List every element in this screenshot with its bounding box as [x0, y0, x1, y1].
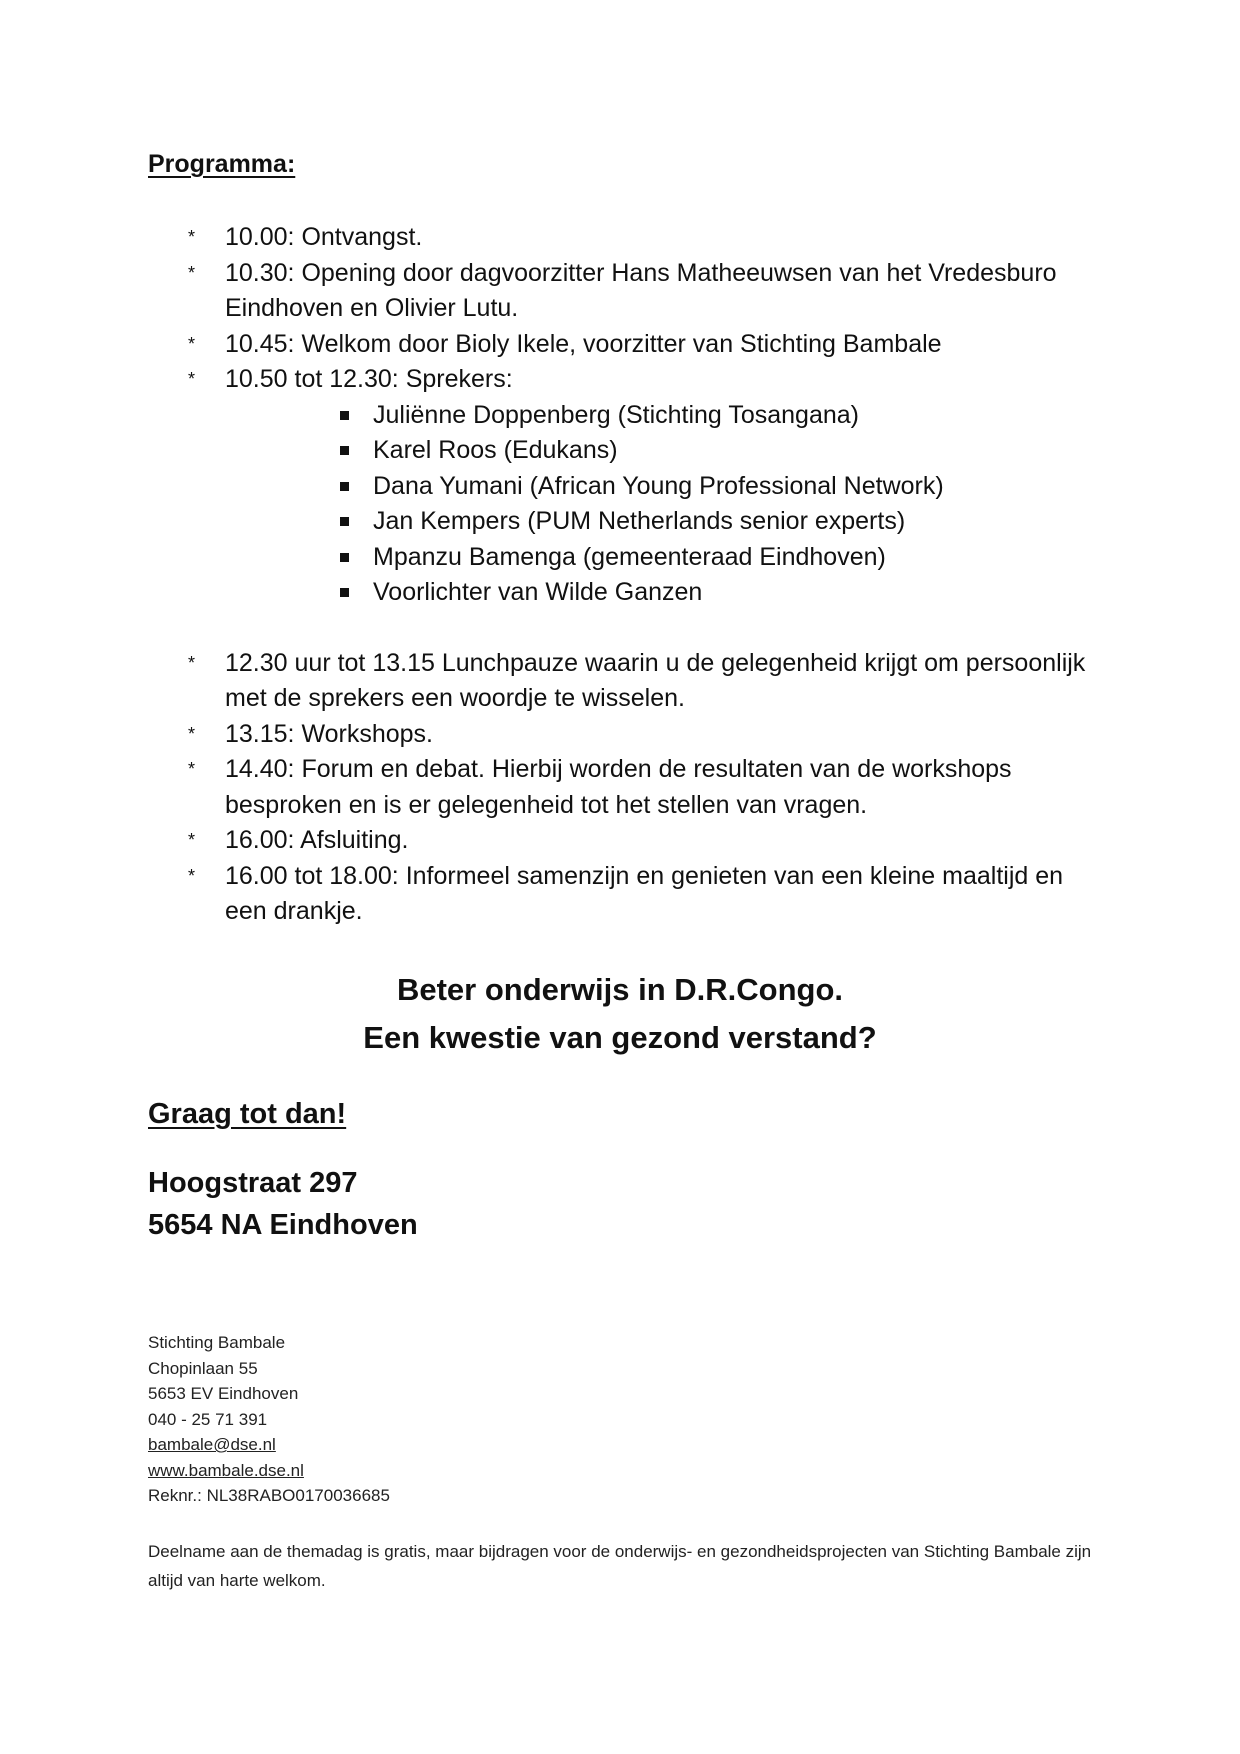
square-bullet-icon	[340, 517, 349, 526]
speaker-item	[148, 433, 1108, 469]
contact-city: 5653 EV Eindhoven	[148, 1384, 299, 1403]
square-bullet-icon	[340, 482, 349, 491]
speaker-item	[148, 469, 1108, 505]
program-item	[148, 362, 1108, 398]
email-link[interactable]: bambale@dse.nl	[148, 1435, 276, 1454]
contact-phone: 040 - 25 71 391	[148, 1409, 268, 1429]
speaker-name: Dana Yumani (African Young Professional Network)	[373, 471, 944, 500]
program-list	[148, 220, 1108, 930]
event-title-line-1: Beter onderwijs in D.R.Congo.	[396, 972, 844, 1007]
program-item-text: 10.00: Ontvangst.	[225, 223, 423, 251]
speaker-item	[148, 398, 1108, 434]
farewell-heading: Graag tot dan!	[148, 1098, 347, 1130]
speaker-item	[148, 504, 1108, 540]
program-item-text: 10.45: Welkom door Bioly Ikele, voorzitter van Stichting Bambale	[225, 329, 942, 358]
program-item	[148, 859, 1108, 930]
asterisk-bullet-icon: *	[188, 227, 196, 247]
speaker-name: Voorlichter van Wilde Ganzen	[373, 578, 703, 606]
program-heading: Programma:	[148, 150, 296, 178]
square-bullet-icon	[340, 553, 349, 562]
square-bullet-icon	[340, 588, 349, 597]
asterisk-bullet-icon: *	[188, 830, 196, 850]
program-item	[148, 717, 1108, 753]
speaker-name: Karel Roos (Edukans)	[373, 436, 618, 464]
program-item	[148, 752, 1108, 823]
speaker-item	[148, 575, 1108, 611]
speaker-item	[148, 540, 1108, 576]
program-item-text: 10.50 tot 12.30: Sprekers:	[225, 365, 513, 393]
program-item-text: 16.00 tot 18.00: Informeel samenzijn en genieten van een kleine maaltijd en een drankje.	[225, 861, 1064, 925]
contact-street: Chopinlaan 55	[148, 1358, 258, 1378]
bank-account: Reknr.: NL38RABO0170036685	[148, 1486, 390, 1505]
program-item	[148, 256, 1108, 327]
program-item	[148, 823, 1108, 859]
square-bullet-icon	[340, 411, 349, 420]
venue-street: Hoogstraat 297	[148, 1167, 358, 1199]
asterisk-bullet-icon: *	[188, 333, 196, 354]
website-link[interactable]: www.bambale.dse.nl	[148, 1460, 304, 1480]
contact-block	[148, 1330, 390, 1509]
program-item	[148, 327, 1108, 363]
event-title-line-2: Een kwestie van gezond verstand?	[363, 1020, 877, 1055]
venue-city: 5654 NA Eindhoven	[148, 1209, 418, 1241]
speaker-name: Jan Kempers (PUM Netherlands senior experts)	[373, 507, 906, 535]
program-item-text: 14.40: Forum en debat. Hierbij worden de resultaten van de workshops besproken en is er gelegenheid tot het stellen van vragen.	[225, 755, 1012, 819]
asterisk-bullet-icon: *	[188, 723, 196, 744]
program-item-text: 16.00: Afsluiting.	[225, 826, 409, 854]
speaker-list	[148, 398, 1108, 611]
asterisk-bullet-icon: *	[188, 262, 196, 283]
asterisk-bullet-icon: *	[188, 759, 196, 779]
venue-address	[148, 1162, 418, 1246]
participation-note: Deelname aan de themadag is gratis, maar bijdragen voor de onderwijs- en gezondheidsprojecten van Stichting Bambale zijn altijd van harte welkom.	[148, 1542, 1092, 1590]
speaker-name: Mpanzu Bamenga (gemeenteraad Eindhoven)	[373, 542, 886, 571]
spacer	[148, 611, 1108, 646]
program-item	[148, 220, 1108, 256]
program-item	[148, 646, 1108, 717]
asterisk-bullet-icon: *	[188, 369, 196, 389]
contact-org: Stichting Bambale	[148, 1333, 286, 1352]
square-bullet-icon	[340, 446, 349, 455]
program-item-text: 12.30 uur tot 13.15 Lunchpauze waarin u de gelegenheid krijgt om persoonlijk met de sprekers een woordje te wisselen.	[225, 648, 1086, 712]
asterisk-bullet-icon: *	[188, 865, 196, 886]
speaker-name: Juliënne Doppenberg (Stichting Tosangana)	[373, 400, 859, 429]
asterisk-bullet-icon: *	[188, 652, 196, 673]
program-item-text: 13.15: Workshops.	[225, 719, 433, 748]
program-item-text: 10.30: Opening door dagvoorzitter Hans Matheeuwsen van het Vredesburo Eindhoven en Olivier Lutu.	[225, 258, 1057, 322]
